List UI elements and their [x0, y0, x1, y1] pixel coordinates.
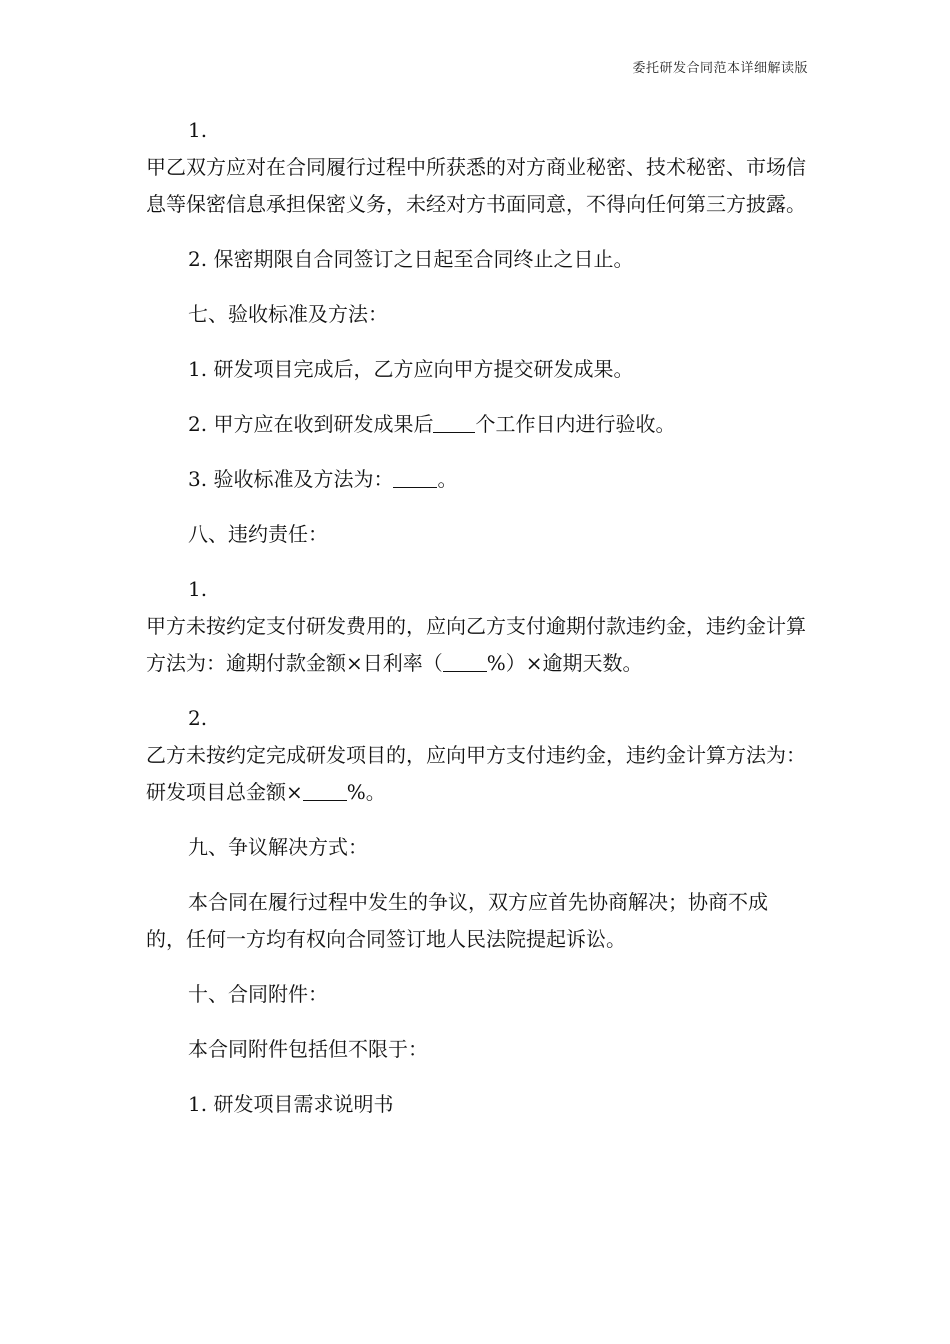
section-heading-acceptance: 七、验收标准及方法：	[188, 302, 388, 326]
acceptance-clause-1: 1. 研发项目完成后，乙方应向甲方提交研发成果。	[188, 357, 634, 381]
clause-text: 2. 甲方应在收到研发成果后	[188, 412, 434, 436]
liability-clause-1	[146, 571, 806, 682]
clause-text: 甲乙双方应对在合同履行过程中所获悉的对方商业秘密、技术秘密、市场信息等保密信息承担保密义务，未经对方书面同意，不得向任何第三方披露。	[146, 155, 806, 216]
liability-clause-2	[146, 700, 806, 811]
acceptance-clause-2	[146, 406, 806, 443]
confidentiality-clause-2: 2. 保密期限自合同签订之日起至合同终止之日止。	[188, 247, 634, 271]
clause-number: 1.	[188, 118, 208, 142]
section-heading-dispute: 九、争议解决方式：	[188, 835, 368, 859]
clause-text: %。	[346, 780, 386, 804]
acceptance-clause-3	[146, 461, 806, 498]
fill-in-blank	[433, 410, 475, 433]
attachment-item-1: 1. 研发项目需求说明书	[188, 1092, 394, 1116]
fill-in-blank	[393, 465, 437, 488]
document-header-title: 委托研发合同范本详细解读版	[632, 61, 808, 76]
clause-text: 个工作日内进行验收。	[475, 412, 676, 436]
clause-body	[146, 608, 806, 682]
dispute-clause: 本合同在履行过程中发生的争议，双方应首先协商解决；协商不成的，任何一方均有权向合同签订地人民法院提起诉讼。	[146, 890, 768, 951]
clause-body	[146, 737, 806, 811]
section-heading-attachments: 十、合同附件：	[188, 982, 328, 1006]
clause-text: 甲方未按约定支付研发费用的，应向乙方支付逾期付款违约金，违约金计算方法为：逾期付款金额×日利率（	[146, 614, 806, 675]
fill-in-blank	[303, 778, 347, 801]
attachments-intro: 本合同附件包括但不限于：	[188, 1037, 428, 1061]
confidentiality-clause-1	[146, 112, 806, 223]
document-body	[146, 112, 806, 1141]
clause-number: 1.	[188, 577, 208, 601]
section-heading-liability: 八、违约责任：	[188, 522, 328, 546]
clause-text: 3. 验收标准及方法为：	[188, 467, 394, 491]
fill-in-blank	[443, 649, 487, 672]
clause-number: 2.	[188, 706, 208, 730]
clause-text: 。	[437, 467, 458, 491]
clause-text: 乙方未按约定完成研发项目的，应向甲方支付违约金，违约金计算方法为：研发项目总金额×	[146, 743, 806, 804]
clause-text: %）×逾期天数。	[486, 651, 643, 675]
